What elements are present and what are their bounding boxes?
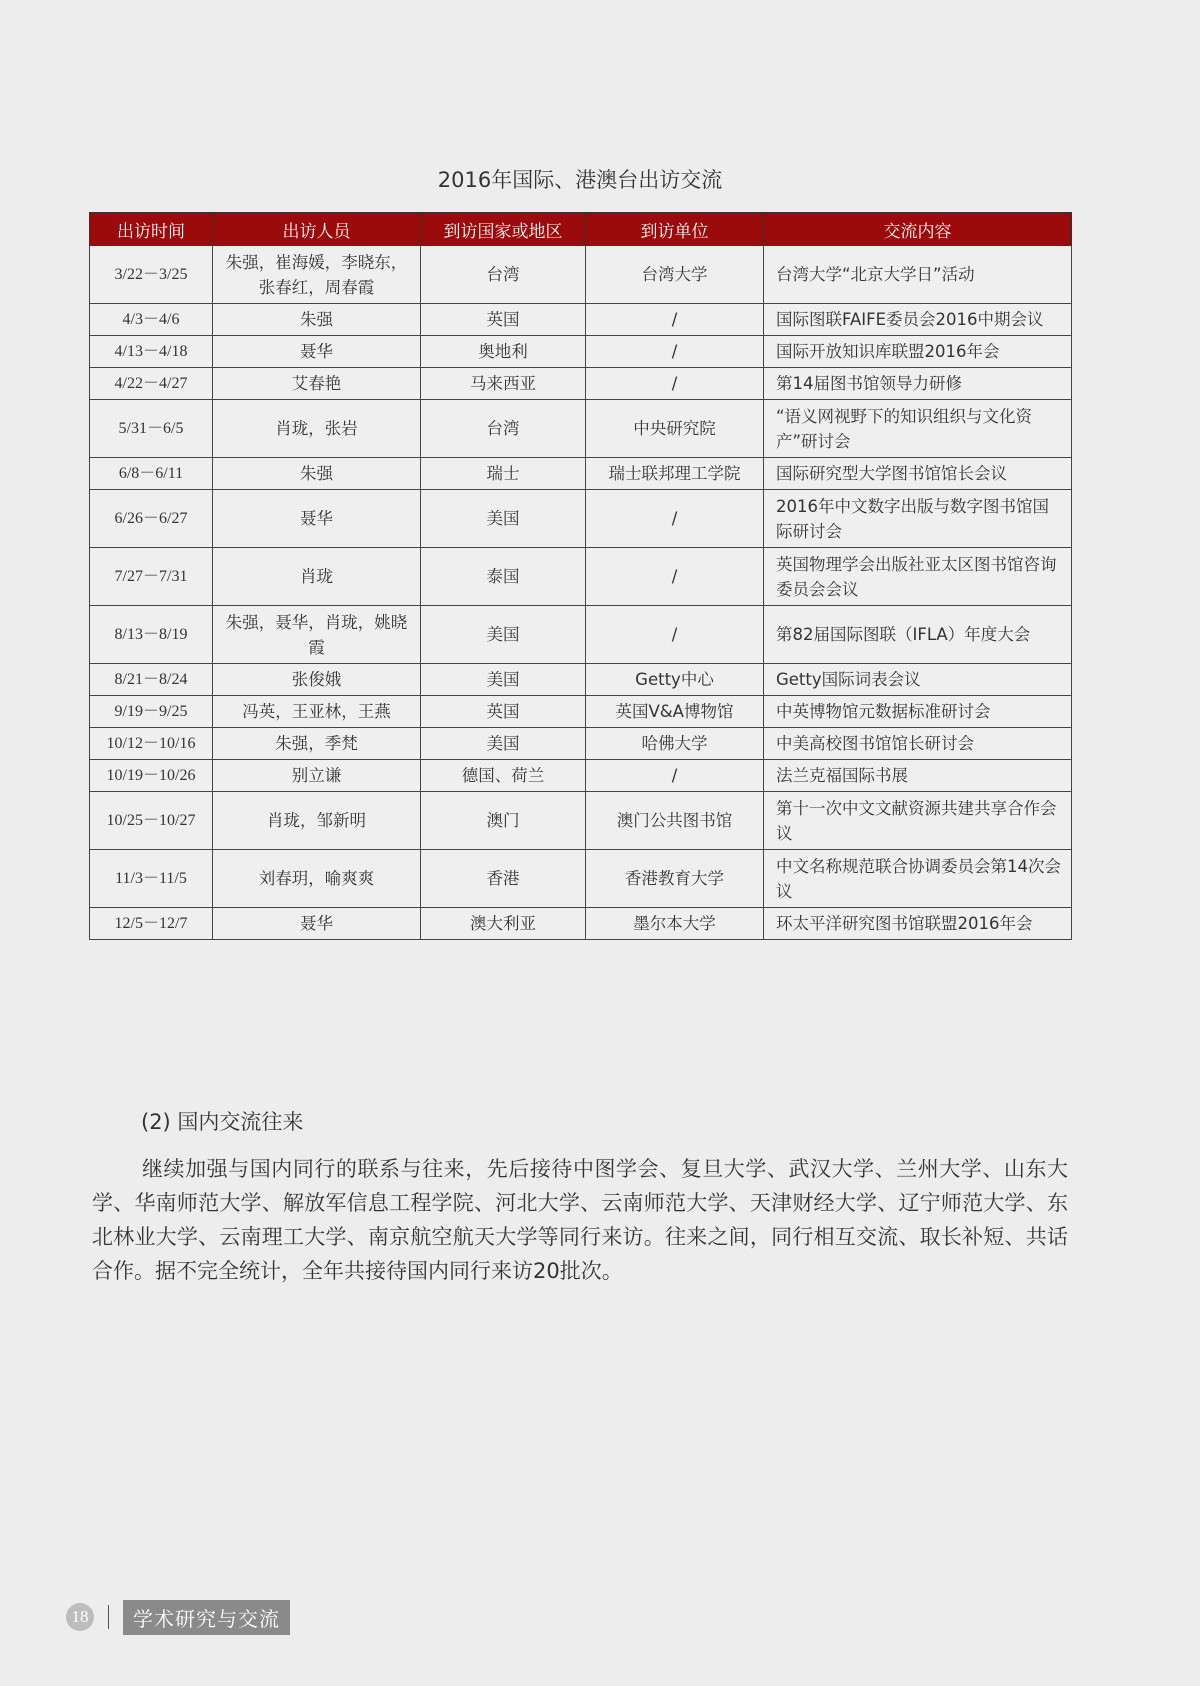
cell-region: 德国、荷兰 [421,760,586,792]
cell-date: 4/13－4/18 [90,336,213,368]
cell-content: 中英博物馆元数据标准研讨会 [764,696,1072,728]
cell-unit: 英国V&A博物馆 [586,696,764,728]
cell-content: 英国物理学会出版社亚太区图书馆咨询委员会会议 [764,548,1072,606]
section-heading: (2) 国内交流往来 [141,1110,304,1134]
cell-region: 美国 [421,664,586,696]
table-row [90,548,1072,606]
cell-content: “语义网视野下的知识组织与文化资产”研讨会 [764,400,1072,458]
cell-date: 4/3－4/6 [90,304,213,336]
cell-unit: / [586,548,764,606]
table-row [90,606,1072,664]
cell-content: 法兰克福国际书展 [764,760,1072,792]
cell-people: 朱强，季梵 [213,728,421,760]
table-row [90,696,1072,728]
table-row [90,664,1072,696]
cell-date: 11/3－11/5 [90,850,213,908]
cell-content: 国际开放知识库联盟2016年会 [764,336,1072,368]
table-row [90,908,1072,940]
table-row [90,368,1072,400]
cell-region: 美国 [421,490,586,548]
cell-date: 10/19－10/26 [90,760,213,792]
page-footer [66,1600,290,1634]
cell-date: 10/25－10/27 [90,792,213,850]
table-row [90,850,1072,908]
table-row [90,304,1072,336]
cell-region: 澳门 [421,792,586,850]
cell-region: 英国 [421,304,586,336]
table-row [90,458,1072,490]
table-title: 2016年国际、港澳台出访交流 [437,168,723,192]
cell-unit: 中央研究院 [586,400,764,458]
header-people: 出访人员 [213,213,421,246]
cell-unit: / [586,490,764,548]
cell-content: Getty国际词表会议 [764,664,1072,696]
table-row [90,792,1072,850]
cell-people: 肖珑，张岩 [213,400,421,458]
cell-people: 聂华 [213,336,421,368]
footer-divider [108,1605,109,1629]
cell-unit: 台湾大学 [586,246,764,304]
cell-content: 第十一次中文文献资源共建共享合作会议 [764,792,1072,850]
cell-people: 朱强，崔海媛，李晓东，张春红，周春霞 [213,246,421,304]
table-row [90,400,1072,458]
cell-content: 中文名称规范联合协调委员会第14次会议 [764,850,1072,908]
cell-unit: 澳门公共图书馆 [586,792,764,850]
cell-content: 台湾大学“北京大学日”活动 [764,246,1072,304]
cell-date: 10/12－10/16 [90,728,213,760]
cell-unit: Getty中心 [586,664,764,696]
cell-region: 马来西亚 [421,368,586,400]
cell-unit: / [586,304,764,336]
cell-people: 聂华 [213,490,421,548]
page-number: 18 [66,1603,94,1631]
header-content: 交流内容 [764,213,1072,246]
cell-people: 肖珑 [213,548,421,606]
cell-people: 肖珑，邹新明 [213,792,421,850]
cell-region: 澳大利亚 [421,908,586,940]
cell-date: 4/22－4/27 [90,368,213,400]
exchange-table [89,212,1072,940]
footer-section-label: 学术研究与交流 [123,1600,290,1635]
cell-content: 中美高校图书馆馆长研讨会 [764,728,1072,760]
cell-people: 张俊娥 [213,664,421,696]
header-date: 出访时间 [90,213,213,246]
table-row [90,728,1072,760]
header-region: 到访国家或地区 [421,213,586,246]
cell-content: 环太平洋研究图书馆联盟2016年会 [764,908,1072,940]
cell-unit: / [586,760,764,792]
cell-date: 6/8－6/11 [90,458,213,490]
cell-unit: / [586,368,764,400]
cell-unit: 瑞士联邦理工学院 [586,458,764,490]
cell-date: 8/21－8/24 [90,664,213,696]
cell-region: 泰国 [421,548,586,606]
cell-people: 聂华 [213,908,421,940]
cell-region: 台湾 [421,246,586,304]
cell-people: 朱强 [213,458,421,490]
cell-region: 香港 [421,850,586,908]
cell-content: 2016年中文数字出版与数字图书馆国际研讨会 [764,490,1072,548]
cell-content: 国际研究型大学图书馆馆长会议 [764,458,1072,490]
cell-date: 3/22－3/25 [90,246,213,304]
cell-date: 8/13－8/19 [90,606,213,664]
header-unit: 到访单位 [586,213,764,246]
cell-people: 别立谦 [213,760,421,792]
table-row [90,336,1072,368]
cell-unit: 香港教育大学 [586,850,764,908]
cell-people: 朱强，聂华，肖珑，姚晓霞 [213,606,421,664]
cell-people: 朱强 [213,304,421,336]
cell-unit: 墨尔本大学 [586,908,764,940]
cell-date: 12/5－12/7 [90,908,213,940]
cell-unit: 哈佛大学 [586,728,764,760]
cell-region: 台湾 [421,400,586,458]
cell-unit: / [586,336,764,368]
table-row [90,246,1072,304]
table-row [90,490,1072,548]
cell-content: 国际图联FAIFE委员会2016中期会议 [764,304,1072,336]
cell-people: 冯英，王亚林，王燕 [213,696,421,728]
cell-date: 6/26－6/27 [90,490,213,548]
table-header-row [90,213,1072,246]
cell-date: 7/27－7/31 [90,548,213,606]
cell-content: 第14届图书馆领导力研修 [764,368,1072,400]
cell-date: 5/31－6/5 [90,400,213,458]
cell-region: 美国 [421,606,586,664]
cell-content: 第82届国际图联（IFLA）年度大会 [764,606,1072,664]
cell-people: 艾春艳 [213,368,421,400]
cell-date: 9/19－9/25 [90,696,213,728]
cell-unit: / [586,606,764,664]
cell-region: 英国 [421,696,586,728]
table-row [90,760,1072,792]
cell-region: 瑞士 [421,458,586,490]
body-paragraph: 继续加强与国内同行的联系与往来，先后接待中图学会、复旦大学、武汉大学、兰州大学、山东大学、华南师范大学、解放军信息工程学院、河北大学、云南师范大学、天津财经大学、辽宁师范大学、东北林业大学、云南理工大学、南京航空航天大学等同行来访。往来之间，同行相互交流、取长补短、共话合作。据不完全统计，全年共接待国内同行来访20批次。 [92,1157,1068,1283]
cell-region: 奥地利 [421,336,586,368]
cell-people: 刘春玥，喻爽爽 [213,850,421,908]
cell-region: 美国 [421,728,586,760]
